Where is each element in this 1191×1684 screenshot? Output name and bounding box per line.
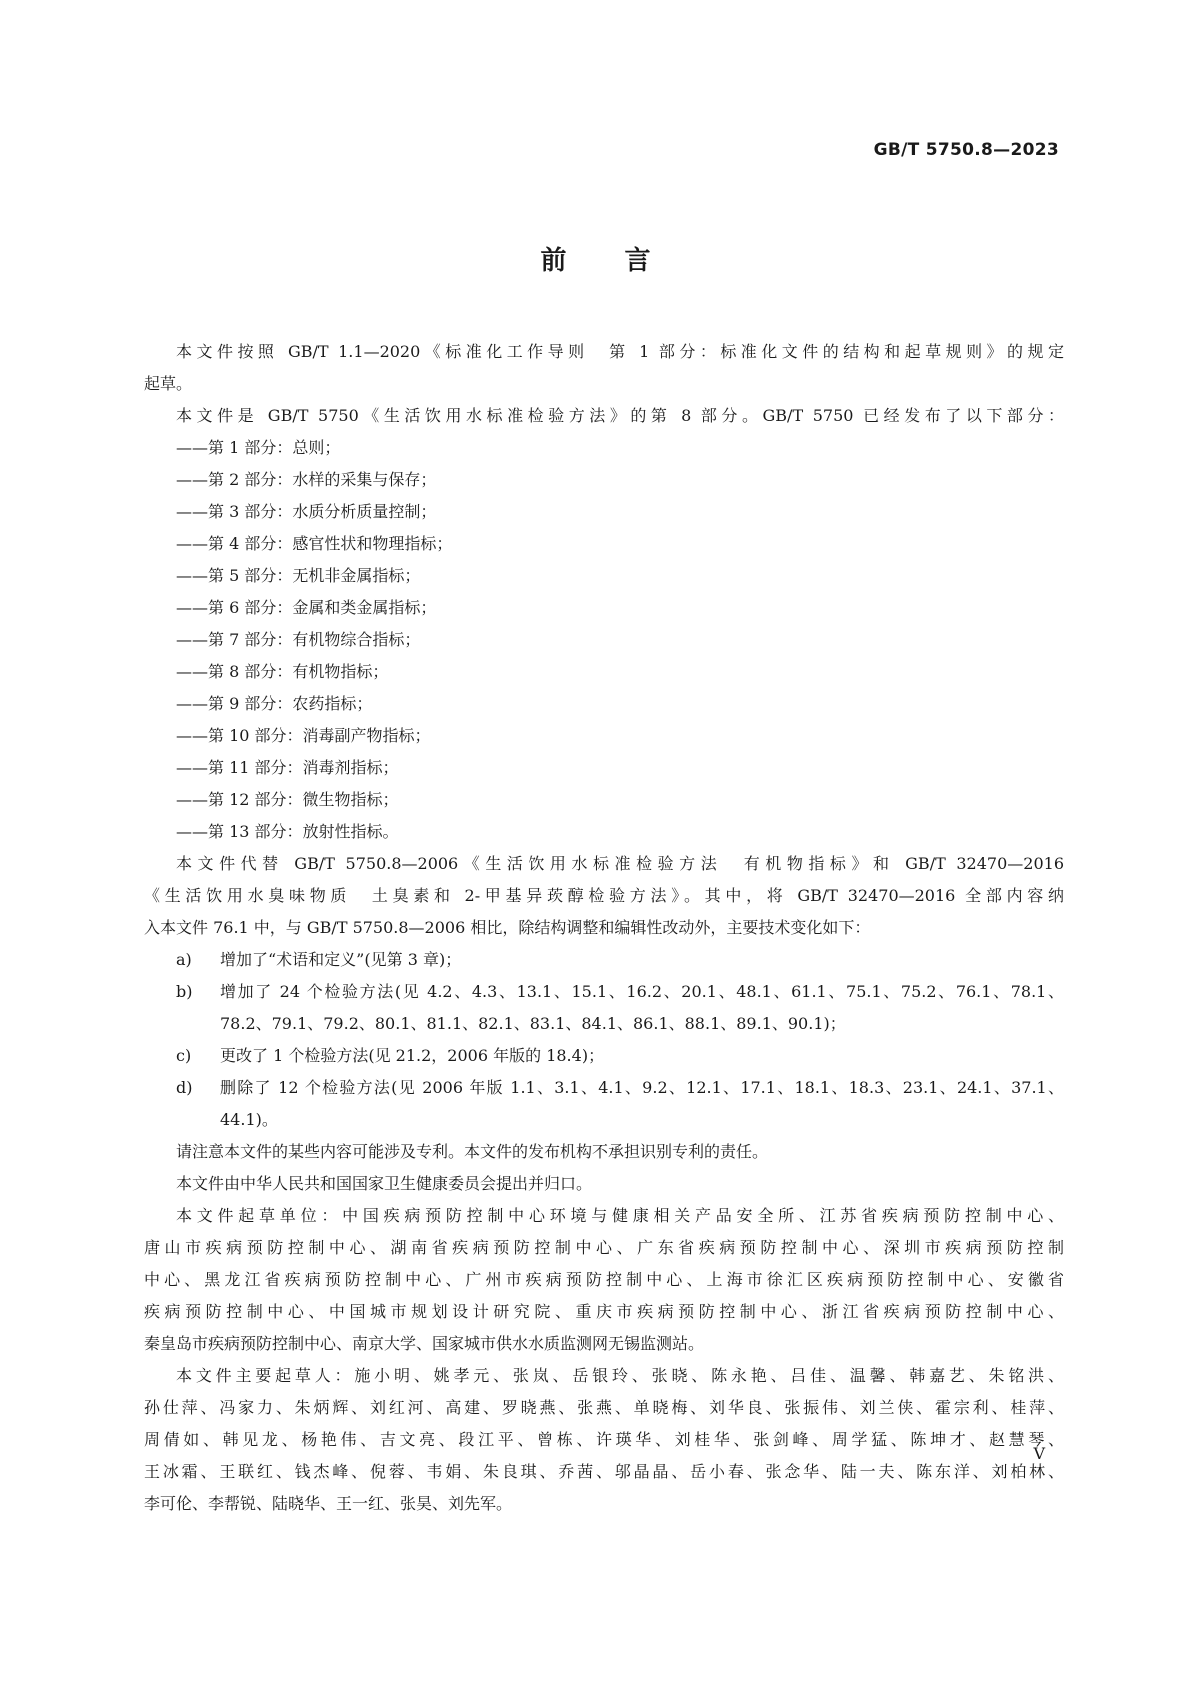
foreword-body xyxy=(144,336,1064,1520)
list-item: ——第 7 部分：有机物综合指标； xyxy=(176,630,421,649)
paragraph-series-intro xyxy=(144,400,1064,432)
list-item: ——第 5 部分：无机非金属指标； xyxy=(176,566,421,585)
text-line: 更改了 1 个检验方法(见 21.2，2006 年版的 18.4)； xyxy=(220,1046,605,1065)
text-line: 疾病预防控制中心、中国城市规划设计研究院、重庆市疾病预防控制中心、浙江省疾病预防控制中心、 xyxy=(144,1302,1064,1321)
text-line: 本文件是 GB/T 5750《生活饮用水标准检验方法》的第 8 部分。GB/T 5750 已经发布了以下部分： xyxy=(176,406,1064,425)
text-line: 78.2、79.1、79.2、80.1、81.1、82.1、83.1、84.1、86.1、88.1、89.1、90.1)； xyxy=(220,1014,846,1033)
list-item: ——第 8 部分：有机物指标； xyxy=(176,662,389,681)
text-line: 唐山市疾病预防控制中心、湖南省疾病预防控制中心、广东省疾病预防控制中心、深圳市疾病预防控制 xyxy=(144,1238,1064,1257)
text-line: 44.1)。 xyxy=(220,1110,278,1129)
text-line: 起草。 xyxy=(144,374,193,393)
list-item: ——第 9 部分：农药指标； xyxy=(176,694,373,713)
text-line: 本文件主要起草人：施小明、姚孝元、张岚、岳银玲、张晓、陈永艳、吕佳、温馨、韩嘉艺、朱铭洪、 xyxy=(176,1366,1064,1385)
text-line: 王冰霜、王联红、钱杰峰、倪蓉、韦娟、朱良琪、乔茜、邬晶晶、岳小春、张念华、陆一夫、陈东洋、刘柏林、 xyxy=(144,1462,1064,1481)
paragraph-drafters xyxy=(144,1360,1064,1520)
list-marker: a) xyxy=(176,950,192,969)
text-line: 入本文件 76.1 中，与 GB/T 5750.8—2006 相比，除结构调整和编辑性改动外，主要技术变化如下： xyxy=(144,918,871,937)
paragraph-drafting-rules xyxy=(144,336,1064,400)
technical-changes-list xyxy=(144,944,1064,1136)
text-line: 删除了 12 个检验方法(见 2006 年版 1.1、3.1、4.1、9.2、12.1、17.1、18.1、18.3、23.1、24.1、37.1、 xyxy=(220,1078,1064,1097)
text-line: 中心、黑龙江省疾病预防控制中心、广州市疾病预防控制中心、上海市徐汇区疾病预防控制中心、安徽省 xyxy=(144,1270,1064,1289)
text-line: 请注意本文件的某些内容可能涉及专利。本文件的发布机构不承担识别专利的责任。 xyxy=(176,1142,769,1161)
list-item: ——第 2 部分：水样的采集与保存； xyxy=(176,470,437,489)
standard-number-header: GB/T 5750.8—2023 xyxy=(873,140,1059,160)
list-marker: b) xyxy=(176,982,193,1001)
list-item xyxy=(144,1040,1064,1072)
text-line: 本文件由中华人民共和国国家卫生健康委员会提出并归口。 xyxy=(176,1174,593,1193)
page-number: V xyxy=(1033,1444,1045,1463)
paragraph-drafting-units xyxy=(144,1200,1064,1360)
page-title: 前言 xyxy=(540,246,709,276)
list-item xyxy=(144,976,1064,1040)
list-item: ——第 11 部分：消毒剂指标； xyxy=(176,758,399,777)
paragraph-patent-notice xyxy=(144,1136,1064,1168)
list-item xyxy=(144,1072,1064,1136)
text-line: 增加了“术语和定义”(见第 3 章)； xyxy=(220,950,462,969)
list-item: ——第 13 部分：放射性指标。 xyxy=(176,822,399,841)
text-line: 《生活饮用水臭味物质 土臭素和 2-甲基异莰醇检验方法》。其中，将 GB/T 32470—2016 全部内容纳 xyxy=(144,886,1064,905)
list-item: ——第 12 部分：微生物指标； xyxy=(176,790,399,809)
parts-list xyxy=(144,432,1064,848)
text-line: 本文件代替 GB/T 5750.8—2006《生活饮用水标准检验方法 有机物指标》和 GB/T 32470—2016 xyxy=(176,854,1064,873)
list-item: ——第 1 部分：总则； xyxy=(176,438,341,457)
text-line: 周倩如、韩见龙、杨艳伟、吉文亮、段江平、曾栋、许瑛华、刘桂华、张剑峰、周学猛、陈坤才、赵慧琴、 xyxy=(144,1430,1064,1449)
text-line: 秦皇岛市疾病预防控制中心、南京大学、国家城市供水水质监测网无锡监测站。 xyxy=(144,1334,705,1353)
list-item: ——第 10 部分：消毒副产物指标； xyxy=(176,726,431,745)
list-item xyxy=(144,944,1064,976)
text-line: 孙仕萍、冯家力、朱炳辉、刘红河、高建、罗晓燕、张燕、单晓梅、刘华良、张振伟、刘兰侠、霍宗利、桂萍、 xyxy=(144,1398,1064,1417)
text-line: 增加了 24 个检验方法(见 4.2、4.3、13.1、15.1、16.2、20.1、48.1、61.1、75.1、75.2、76.1、78.1、 xyxy=(220,982,1064,1001)
text-line: 本文件起草单位：中国疾病预防控制中心环境与健康相关产品安全所、江苏省疾病预防控制中心、 xyxy=(176,1206,1064,1225)
list-marker: d) xyxy=(176,1078,193,1097)
paragraph-replacement xyxy=(144,848,1064,944)
list-item: ——第 3 部分：水质分析质量控制； xyxy=(176,502,437,521)
text-line: 李可伦、李帮锐、陆晓华、王一红、张昊、刘先军。 xyxy=(144,1494,513,1513)
list-marker: c) xyxy=(176,1046,192,1065)
text-line: 本文件按照 GB/T 1.1—2020《标准化工作导则 第 1 部分：标准化文件的结构和起草规则》的规定 xyxy=(176,342,1064,361)
list-item: ——第 6 部分：金属和类金属指标； xyxy=(176,598,437,617)
paragraph-proposer xyxy=(144,1168,1064,1200)
list-item: ——第 4 部分：感官性状和物理指标； xyxy=(176,534,453,553)
